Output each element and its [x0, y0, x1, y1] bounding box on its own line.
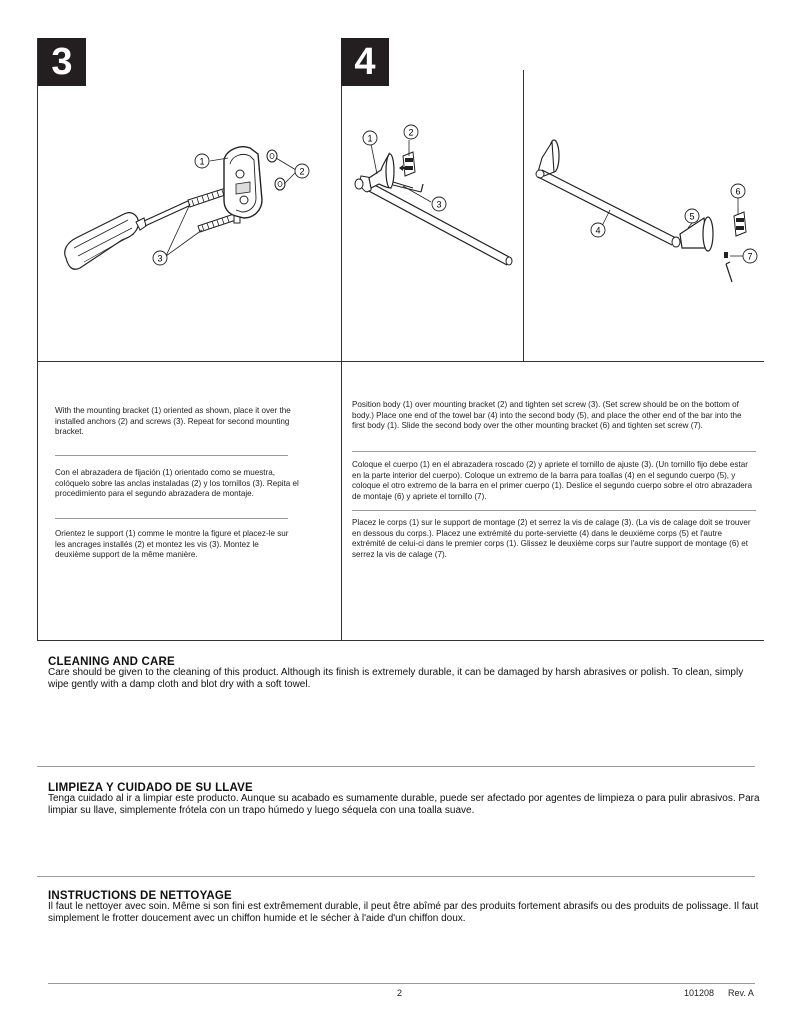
towel-bar-icon [538, 170, 676, 245]
step3-callout-2: 2 [299, 166, 305, 177]
care-title-es: LIMPIEZA Y CUIDADO DE SU LLAVE [48, 782, 253, 794]
steps-bottom-border [37, 640, 764, 641]
illustration-text-divider [37, 361, 764, 362]
step4-callout-1: 1 [367, 133, 373, 144]
page-number: 2 [397, 988, 403, 998]
care-title-en: CLEANING AND CARE [48, 656, 175, 668]
document-number: 101208 [684, 988, 715, 998]
screwdriver-icon [65, 197, 200, 269]
step4-callout-3: 3 [436, 199, 442, 210]
step4-separator-1 [352, 451, 756, 452]
care-separator-2 [37, 876, 755, 877]
frame-left-border [37, 38, 38, 640]
step4-instructions-en: Position body (1) over mounting bracket (2) and tighten set screw (3). (Set screw should be on the bottom of body.) Place one end of the towel bar (4) into the second body (5), and place the other end of the bar into the first body (1). Slide the second body over the other mounting bracket (6) and tighten set screw (7). [352, 400, 742, 431]
step3-separator-2 [55, 518, 288, 519]
revision-label: Rev. A [728, 988, 754, 998]
step4-callout-2: 2 [408, 127, 414, 138]
step4-instructions-fr: Placez le corps (1) sur le support de montage (2) et serrez la vis de calage (3). (La vis de calage doit se trouver en dessous du corps.). Placez une extrémité du porte-serviette (4) dans le deuxième corps (5) et l'autre extrémité de celui-ci dans le premier corps (1). Glissez le deuxième corps sur l'autre support de montage (6) et serrez la vis de calage (7). [352, 518, 751, 559]
step3-illustration [40, 130, 340, 290]
footer-rule [48, 983, 755, 984]
step4-left-illustration [343, 118, 523, 278]
step3-instructions-es: Con el abrazadera de fijación (1) orientado como se muestra, colóquelo sobre las anclas instaladas (2) y los tornillos (3). Repita el procedimiento para el segundo abrazadera de montaje. [55, 468, 299, 499]
mounting-bracket-icon [224, 147, 262, 218]
step3-instructions-fr: Orientez le support (1) comme le montre la figure et placez-le sur les ancrages installés (2) et montez les vis (3). Montez le deuxième support de la même manière. [55, 529, 289, 560]
care-separator-1 [37, 766, 755, 767]
care-title-fr: INSTRUCTIONS DE NETTOYAGE [48, 890, 232, 902]
step4-separator-2 [352, 510, 756, 511]
step3-separator-1 [55, 455, 288, 456]
step-4-badge: 4 [341, 38, 389, 86]
set-screw-icon [724, 252, 732, 282]
care-body-es: Tenga cuidado al ir a limpiar este producto. Aunque su acabado es sumamente durable, puede ser afectado por agentes de limpieza o para pulir abrasivos. Para limpiar su llave, simplemente frótela con un trapo húmedo y luego séquela con una toalla suave. [48, 793, 760, 816]
frame-middle-divider [341, 38, 342, 640]
mounting-bracket-icon [734, 212, 746, 236]
step3-instructions-en: With the mounting bracket (1) oriented as shown, place it over the installed anchors (2) and screws (3). Repeat for second mounting bracket. [55, 406, 291, 437]
step3-callout-3: 3 [157, 253, 163, 264]
step4-right-illustration [526, 130, 764, 300]
anchor-icon [267, 150, 277, 162]
step4-callout-7: 7 [747, 251, 753, 262]
step-3-badge: 3 [38, 38, 86, 86]
step4-callout-5: 5 [689, 211, 695, 222]
step3-callout-1: 1 [199, 156, 205, 167]
set-screw-icon [393, 182, 423, 192]
care-body-fr: Il faut le nettoyer avec soin. Même si son fini est extrêmement durable, il peut être abîmé par des produits fortement abrasifs ou des produits de polissage. Il faut simplement le frotter doucement avec un chiffon humide et le sécher à l'aide d'un chiffon doux. [48, 901, 759, 924]
anchor-icon [275, 178, 285, 190]
step4-illustration-divider [523, 70, 524, 362]
care-body-en: Care should be given to the cleaning of this product. Although its finish is extremely durable, it can be damaged by harsh abrasives or polish. To clean, simply wipe gently with a damp cloth and blot dry with a soft towel. [48, 667, 744, 690]
step4-callout-6: 6 [735, 186, 741, 197]
towel-bar-icon [365, 182, 512, 265]
step4-instructions-es: Coloque el cuerpo (1) en el abrazadera roscado (2) y apriete el tornillo de ajuste (3). (Un tornillo fijo debe estar en la parte interior del cuerpo). Coloque un extremo de la barra para toallas (4) en el segundo cuerpo (5), y coloque el otro extremo de la barra en el primer cuerpo (1). Deslice el segundo cuerpo sobre el otro abrazadera de montaje (6) y apriete el tornillo (7). [352, 460, 752, 501]
step4-callout-4: 4 [595, 225, 601, 236]
